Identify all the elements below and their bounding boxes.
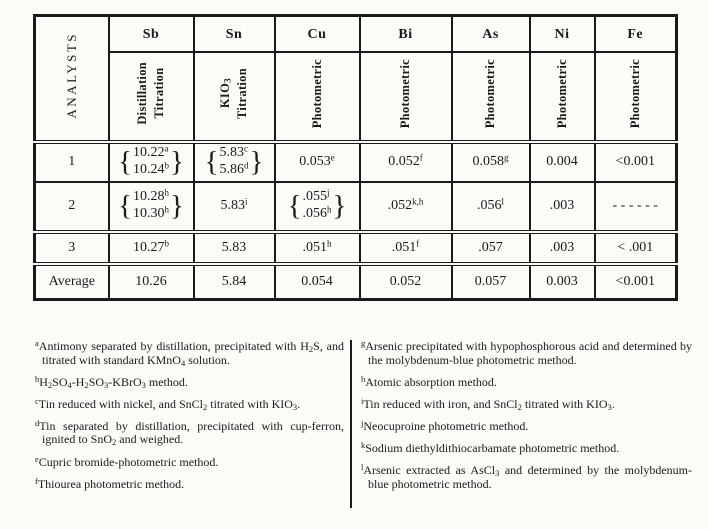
footnote-e bbox=[35, 453, 344, 470]
method-label: Photometric bbox=[627, 58, 642, 129]
cell-as-3: .057 bbox=[452, 232, 530, 264]
method-header-cu bbox=[275, 52, 360, 142]
value-line: 5.83$^c$ bbox=[219, 143, 248, 161]
right-brace: } bbox=[170, 189, 184, 222]
footnote-mark: d bbox=[35, 417, 40, 428]
footnote-mark: b bbox=[35, 373, 40, 384]
cell-cu-average: 0.054 bbox=[275, 264, 360, 300]
footnotes-column-divider bbox=[350, 340, 352, 508]
method-header-as bbox=[452, 52, 530, 142]
value-line: .056$^h$ bbox=[302, 204, 332, 221]
footnote-l bbox=[361, 464, 692, 491]
footnote-g bbox=[361, 340, 692, 367]
footnote-mark: h bbox=[361, 373, 366, 384]
footnote-mark: g bbox=[361, 338, 366, 348]
footnote-c bbox=[35, 395, 344, 412]
left-brace: { bbox=[118, 189, 132, 222]
footnote-mark: i bbox=[361, 395, 364, 406]
col-header-bi bbox=[360, 16, 452, 52]
cell-as-average: 0.057 bbox=[452, 264, 530, 300]
method-label: Photometric bbox=[309, 58, 324, 129]
footnote-mark: j bbox=[361, 417, 364, 428]
value-line: .055$^j$ bbox=[302, 187, 330, 205]
element-symbol: Ni bbox=[554, 26, 570, 42]
footnotes-section bbox=[35, 340, 692, 508]
cell-ni-2: .003 bbox=[530, 182, 595, 232]
cell-ni-1: 0.004 bbox=[530, 142, 595, 182]
footnote-k bbox=[361, 439, 692, 456]
row-label-2: 2 bbox=[35, 182, 109, 232]
cell-bi-2: .052$^{k,h}$ bbox=[360, 182, 452, 232]
right-brace: } bbox=[249, 145, 264, 178]
col-header-sn bbox=[194, 16, 275, 52]
cell-cu-1: 0.053e bbox=[275, 142, 360, 182]
footnote-h bbox=[361, 373, 692, 390]
cell-sn-1 bbox=[194, 142, 275, 182]
footnote-mark: e bbox=[35, 453, 39, 464]
footnote-mark: f bbox=[35, 475, 38, 486]
cell-sb-1 bbox=[109, 142, 194, 182]
footnote-text: Atomic absorption method. bbox=[365, 374, 497, 389]
footnote-mark: l bbox=[361, 462, 364, 473]
cell-sn-3: 5.83 bbox=[194, 232, 275, 264]
left-brace: { bbox=[287, 189, 302, 222]
footnote-d bbox=[35, 417, 344, 448]
footnote-text: $H_2SO_4-H_2SO_3-KBrO_3$ method. bbox=[39, 374, 188, 390]
cell-cu-3: .051$^h$ bbox=[275, 232, 360, 264]
table-row-1 bbox=[35, 142, 677, 182]
method-label: Photometric bbox=[398, 58, 413, 129]
footnote-mark: a bbox=[35, 338, 39, 348]
results-table-wrap bbox=[33, 14, 678, 301]
footnote-f bbox=[35, 475, 344, 492]
element-symbol: As bbox=[482, 26, 499, 42]
cell-cu-2 bbox=[275, 182, 360, 232]
footnotes-right-column bbox=[361, 340, 692, 500]
row-label-1: 1 bbox=[35, 142, 109, 182]
footnote-b bbox=[35, 373, 344, 390]
footnote-text: Thiourea photometric method. bbox=[37, 476, 185, 491]
method-header-sn bbox=[194, 52, 275, 142]
results-table-head bbox=[35, 16, 677, 142]
footnote-text: Tin separated by distillation, precipitated with cup-ferron, ignited to SnO$_2$ and weighed. bbox=[39, 418, 344, 448]
element-symbol: Sb bbox=[142, 26, 160, 42]
left-brace: { bbox=[118, 145, 132, 178]
braced-value-pair bbox=[288, 189, 347, 222]
method-header-row bbox=[35, 52, 677, 142]
element-symbol: Cu bbox=[307, 26, 327, 42]
footnote-text: Sodium diethyldithiocarbamate photometric method. bbox=[365, 440, 620, 455]
value-line: 10.24$^b$ bbox=[133, 160, 169, 177]
cell-fe-3: < .001 bbox=[595, 232, 677, 264]
braced-value-pair bbox=[205, 145, 264, 178]
cell-sb-average: 10.26 bbox=[109, 264, 194, 300]
left-brace: { bbox=[204, 145, 219, 178]
cell-ni-3: .003 bbox=[530, 232, 595, 264]
cell-bi-1: 0.052$^f$ bbox=[360, 142, 452, 182]
row-label-average: Average bbox=[35, 264, 109, 300]
braced-value-pair bbox=[118, 145, 184, 178]
footnote-text: Tin reduced with iron, and SnCl$_2$ titrated with $KIO_3$. bbox=[363, 396, 615, 412]
right-brace: } bbox=[332, 189, 347, 222]
footnote-mark: k bbox=[361, 439, 366, 450]
footnote-j bbox=[361, 417, 692, 434]
braced-value-pair bbox=[118, 189, 184, 222]
method-header-sb bbox=[109, 52, 194, 142]
cell-ni-average: 0.003 bbox=[530, 264, 595, 300]
value-line: 10.22$^a$ bbox=[133, 143, 169, 161]
footnote-text: Arsenic extracted as AsCl$_3$ and determined by the molybdenum-blue photometric method. bbox=[363, 463, 692, 491]
value-line: 10.28$^h$ bbox=[133, 187, 169, 205]
method-header-ni bbox=[530, 52, 595, 142]
method-label: Distillation Titration bbox=[135, 62, 166, 125]
method-header-bi bbox=[360, 52, 452, 142]
method-header-fe bbox=[595, 52, 677, 142]
footnote-text: Tin reduced with nickel, and SnCl$_2$ titrated with $KIO_3$. bbox=[38, 396, 301, 412]
element-symbol: Fe bbox=[627, 26, 644, 42]
method-label: Photometric bbox=[483, 58, 498, 129]
cell-fe-1: <0.001 bbox=[595, 142, 677, 182]
footnote-i bbox=[361, 395, 692, 412]
table-row-average bbox=[35, 264, 677, 300]
value-line: 5.86$^d$ bbox=[219, 160, 249, 177]
value-stack bbox=[303, 189, 332, 222]
cell-sn-2: 5.83$^i$ bbox=[194, 182, 275, 232]
results-table-body bbox=[35, 142, 677, 300]
footnote-a bbox=[35, 340, 344, 367]
right-brace: } bbox=[170, 145, 184, 178]
analysts-label: ANALYSTS bbox=[63, 32, 79, 120]
element-header-row bbox=[35, 16, 677, 52]
value-line: 10.30$^h$ bbox=[133, 204, 169, 221]
col-header-fe bbox=[595, 16, 677, 52]
cell-fe-2: - - - - - - bbox=[595, 182, 677, 232]
footnote-text: Arsenic precipitated with hypophosphorous acid and determined by the molybdenum-blue photometric method. bbox=[365, 339, 692, 367]
col-header-as bbox=[452, 16, 530, 52]
analysts-header-cell bbox=[35, 16, 109, 142]
cell-bi-average: 0.052 bbox=[360, 264, 452, 300]
cell-as-1: 0.058$^g$ bbox=[452, 142, 530, 182]
value-stack bbox=[220, 145, 249, 178]
cell-as-2: .056$^l$ bbox=[452, 182, 530, 232]
element-symbol: Sn bbox=[225, 26, 243, 42]
cell-bi-3: .051$^f$ bbox=[360, 232, 452, 264]
table-row-2 bbox=[35, 182, 677, 232]
footnote-text: Cupric bromide-photometric method. bbox=[38, 454, 219, 469]
footnotes-left-column bbox=[35, 340, 344, 500]
value-stack bbox=[133, 145, 169, 178]
col-header-ni bbox=[530, 16, 595, 52]
footnote-mark: c bbox=[35, 395, 39, 406]
footnote-text: Antimony separated by distillation, precipitated with $H_2S$, and titrated with standard KMnO$_4$ solution. bbox=[38, 339, 344, 368]
method-label: $KIO_3$ Titration bbox=[218, 67, 249, 120]
cell-sn-average: 5.84 bbox=[194, 264, 275, 300]
method-label: Photometric bbox=[554, 58, 569, 129]
element-symbol: Bi bbox=[398, 26, 413, 42]
results-table bbox=[33, 14, 678, 301]
cell-sb-3: 10.27$^b$ bbox=[109, 232, 194, 264]
value-stack bbox=[133, 189, 169, 222]
row-label-3: 3 bbox=[35, 232, 109, 264]
footnote-text: Neocuproine photometric method. bbox=[363, 418, 529, 433]
table-row-3 bbox=[35, 232, 677, 264]
cell-fe-average: <0.001 bbox=[595, 264, 677, 300]
col-header-cu bbox=[275, 16, 360, 52]
cell-sb-2 bbox=[109, 182, 194, 232]
col-header-sb bbox=[109, 16, 194, 52]
